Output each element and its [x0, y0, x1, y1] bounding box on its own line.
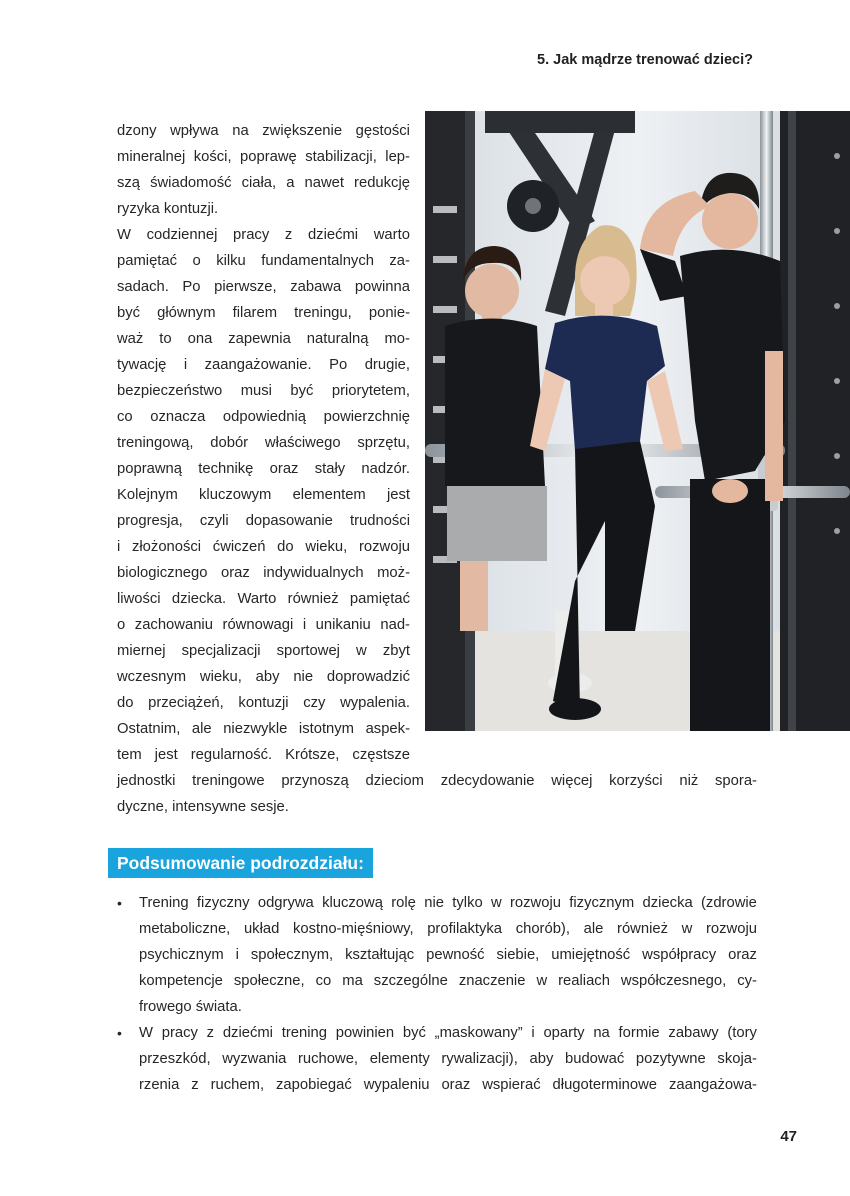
- word: niezwykle: [223, 721, 288, 737]
- word: realiach: [558, 973, 610, 989]
- word: „maskowany”: [434, 1025, 523, 1041]
- word: tywację: [117, 357, 167, 373]
- word: mo-: [384, 331, 410, 347]
- word: kształtując: [345, 947, 415, 963]
- word: zabawa: [290, 279, 342, 295]
- word: rzenia: [139, 1077, 180, 1093]
- word: zaangażowa-: [668, 1077, 757, 1093]
- word: również: [287, 591, 339, 607]
- word: pamiętać: [349, 591, 410, 607]
- word: układ: [243, 921, 280, 937]
- word: formie: [618, 1025, 660, 1041]
- word: powierzchnię: [323, 409, 410, 425]
- word: oznacza: [150, 409, 206, 425]
- word: ale: [191, 721, 212, 737]
- word: fundamentalnych: [261, 253, 374, 269]
- word: zwiększenie: [262, 123, 343, 139]
- word: o: [192, 253, 201, 269]
- text-line-content: ryzyka kontuzji.: [117, 201, 219, 217]
- word: zbyt: [382, 643, 410, 659]
- word: odgrywa: [257, 895, 314, 911]
- word: rozwoju: [705, 921, 757, 937]
- word: złożoności: [132, 539, 202, 555]
- text-line: [117, 560, 410, 586]
- word: chorób),: [515, 921, 570, 937]
- word: zaangażowanie.: [204, 357, 312, 373]
- word: pamiętać: [117, 253, 178, 269]
- word: na: [593, 1025, 610, 1041]
- text-line: [117, 248, 410, 274]
- word: czyli: [199, 513, 229, 529]
- word: przynoszą: [281, 773, 349, 789]
- word: w: [356, 643, 367, 659]
- text-line: [117, 456, 410, 482]
- word: fizyczny: [196, 895, 250, 911]
- word: nawet: [304, 175, 344, 191]
- word: mineralnej: [117, 149, 186, 165]
- word: ciała,: [241, 175, 277, 191]
- word: budować: [564, 1051, 625, 1067]
- word: Warto: [237, 591, 277, 607]
- word: jest: [154, 747, 178, 763]
- word: Po: [182, 279, 201, 295]
- word: umiejętność: [551, 947, 631, 963]
- word: wieku,: [199, 669, 242, 685]
- text-line: [139, 890, 757, 916]
- word: kompetencje: [139, 973, 223, 989]
- word: zabawy: [668, 1025, 719, 1041]
- word: naturalną: [306, 331, 369, 347]
- word: zapewnia: [228, 331, 291, 347]
- word: pewność: [426, 947, 485, 963]
- body-paragraph: [117, 118, 757, 820]
- word: treningowe: [192, 773, 265, 789]
- word: elementem: [292, 487, 366, 503]
- word: fizycznym: [569, 895, 635, 911]
- word: to: [159, 331, 172, 347]
- word: dopasowanie: [245, 513, 333, 529]
- text-line: [117, 794, 757, 820]
- word: współpracy: [642, 947, 717, 963]
- word: dziecka: [642, 895, 693, 911]
- text-line: [117, 638, 410, 664]
- text-line: [117, 664, 410, 690]
- word: metaboliczne,: [139, 921, 231, 937]
- text-line: [117, 378, 410, 404]
- word: o: [117, 617, 126, 633]
- word: a: [286, 175, 295, 191]
- word: priorytetem,: [331, 383, 410, 399]
- text-line: [117, 768, 757, 794]
- word: poprawę: [240, 149, 297, 165]
- word: skoja-: [717, 1051, 757, 1067]
- word: musi: [240, 383, 272, 399]
- word: nie: [293, 669, 314, 685]
- word: na: [232, 123, 249, 139]
- word: pracy: [161, 1025, 198, 1041]
- text-line: [139, 1020, 757, 1046]
- text-line: [139, 1046, 757, 1072]
- text-line: [117, 508, 410, 534]
- word: dziecka.: [171, 591, 227, 607]
- word: kluczową: [322, 895, 383, 911]
- text-line: [117, 586, 410, 612]
- text-line-content: dyczne, intensywne sesje.: [117, 799, 289, 815]
- word: trudności: [349, 513, 410, 529]
- word: z: [191, 1077, 199, 1093]
- word: do: [277, 539, 294, 555]
- word: rozwoju: [509, 895, 561, 911]
- word: świadomość: [150, 175, 232, 191]
- word: wieku,: [305, 539, 348, 555]
- word: unikaniu: [315, 617, 371, 633]
- word: z: [284, 227, 293, 243]
- text-line: [139, 994, 757, 1020]
- word: dziećmi: [222, 1025, 273, 1041]
- text-line: [117, 482, 410, 508]
- word: również: [617, 921, 669, 937]
- word: tylko: [452, 895, 483, 911]
- word: powinna: [354, 279, 410, 295]
- word: kontuzji: [238, 695, 289, 711]
- word: profilaktyka: [427, 921, 503, 937]
- word: treningu,: [294, 305, 352, 321]
- word: gęstości: [355, 123, 410, 139]
- text-line: [117, 196, 757, 222]
- word: w: [681, 921, 693, 937]
- word: czy: [303, 695, 326, 711]
- word: niż: [679, 773, 699, 789]
- word: ma: [342, 973, 363, 989]
- word: kostno-mięśniowy,: [292, 921, 414, 937]
- word: wyzwania: [222, 1051, 287, 1067]
- word: nadzór.: [361, 461, 410, 477]
- word: rywalizacji),: [441, 1051, 518, 1067]
- word: sadach.: [117, 279, 169, 295]
- text-line: [117, 222, 410, 248]
- word: i: [117, 539, 121, 555]
- word: technikę: [198, 461, 254, 477]
- word: lep-: [385, 149, 410, 165]
- word: ale: [583, 921, 604, 937]
- word: głównym: [157, 305, 216, 321]
- word: i: [531, 1025, 535, 1041]
- word: psychicznym: [139, 947, 224, 963]
- word: elementy: [369, 1051, 430, 1067]
- word: W: [139, 1025, 153, 1041]
- word: (tory: [727, 1025, 757, 1041]
- text-line: [117, 170, 410, 196]
- text-line: [117, 742, 410, 768]
- text-line: [117, 352, 410, 378]
- word: częstsze: [352, 747, 410, 763]
- word: Ostatnim,: [117, 721, 181, 737]
- word: treningową,: [117, 435, 194, 451]
- word: i: [183, 357, 188, 373]
- word: za-: [389, 253, 410, 269]
- word: i: [235, 947, 239, 963]
- word: Po: [329, 357, 348, 373]
- word: ona: [187, 331, 213, 347]
- word: długoterminowe: [552, 1077, 658, 1093]
- word: kości,: [193, 149, 232, 165]
- word: cy-: [737, 973, 757, 989]
- word: codziennej: [146, 227, 218, 243]
- word: przeszkód,: [139, 1051, 211, 1067]
- word: przeciążeń,: [148, 695, 224, 711]
- word: aspek-: [365, 721, 410, 737]
- text-line: [117, 430, 410, 456]
- word: waż: [117, 331, 144, 347]
- word: aby: [529, 1051, 554, 1067]
- word: w: [491, 895, 502, 911]
- word: właściwego: [264, 435, 341, 451]
- word: wypalenia.: [340, 695, 410, 711]
- text-line: [139, 916, 757, 942]
- word: jednostki: [117, 773, 176, 789]
- word: sportowej: [276, 643, 340, 659]
- word: Trening: [139, 895, 189, 911]
- word: doprowadzić: [326, 669, 410, 685]
- word: dzony: [117, 123, 157, 139]
- word: siebie,: [496, 947, 540, 963]
- word: warto: [373, 227, 410, 243]
- word: odpowiednią: [222, 409, 307, 425]
- word: bezpieczeństwo: [117, 383, 223, 399]
- text-line: [117, 144, 410, 170]
- word: specjalizacji: [181, 643, 261, 659]
- bullet-icon: •: [117, 1025, 122, 1041]
- word: liwości: [117, 591, 161, 607]
- word: filarem: [232, 305, 278, 321]
- word: moż-: [377, 565, 410, 581]
- word: kluczowym: [199, 487, 272, 503]
- word: szczególne: [373, 973, 448, 989]
- word: oparty: [543, 1025, 585, 1041]
- word: społeczne,: [233, 973, 305, 989]
- word: co: [117, 409, 133, 425]
- word: szą: [117, 175, 141, 191]
- word: progresja,: [117, 513, 183, 529]
- word: w: [536, 973, 548, 989]
- text-line: [139, 942, 757, 968]
- word: oraz: [220, 565, 250, 581]
- word: pierwsze,: [214, 279, 277, 295]
- word: oraz: [269, 461, 299, 477]
- text-line: [117, 300, 410, 326]
- word: nad-: [380, 617, 410, 633]
- word: powinien: [335, 1025, 395, 1041]
- word: dobór: [210, 435, 249, 451]
- word: z: [206, 1025, 215, 1041]
- text-line: [139, 1072, 757, 1098]
- word: ruchem,: [210, 1077, 265, 1093]
- text-line: [139, 968, 757, 994]
- summary-bullet-item: [117, 890, 757, 1020]
- word: spora-: [715, 773, 757, 789]
- word: zachowaniu: [134, 617, 213, 633]
- word: nie: [424, 895, 444, 911]
- word: co: [315, 973, 332, 989]
- word: być: [290, 383, 314, 399]
- word: drugie,: [364, 357, 410, 373]
- word: sprzętu,: [357, 435, 410, 451]
- word: wypaleniu: [363, 1077, 430, 1093]
- word: regularność.: [190, 747, 273, 763]
- word: stały: [314, 461, 346, 477]
- word: społecznym,: [250, 947, 334, 963]
- text-line: [117, 716, 410, 742]
- text-line: [117, 274, 410, 300]
- word: kilku: [216, 253, 246, 269]
- word: pozytywne: [635, 1051, 706, 1067]
- text-line: [117, 612, 410, 638]
- word: Kolejnym: [117, 487, 178, 503]
- text-line: [117, 326, 410, 352]
- running-header: 5. Jak mądrze trenować dzieci?: [537, 52, 753, 68]
- bullet-icon: •: [117, 895, 122, 911]
- word: tem: [117, 747, 142, 763]
- word: indywidualnych: [263, 565, 364, 581]
- word: być: [402, 1025, 426, 1041]
- word: współczesnego,: [620, 973, 727, 989]
- word: zapobiegać: [276, 1077, 352, 1093]
- word: oraz: [441, 1077, 471, 1093]
- word: oraz: [728, 947, 757, 963]
- text-line-content: frowego świata.: [139, 999, 242, 1015]
- summary-bullet-list: [117, 890, 757, 1098]
- word: znaczenie: [458, 973, 526, 989]
- word: wczesnym: [117, 669, 187, 685]
- word: dzieciom: [365, 773, 424, 789]
- word: trening: [281, 1025, 327, 1041]
- word: równowagi: [222, 617, 294, 633]
- word: stabilizacji,: [305, 149, 377, 165]
- word: zdecydowanie: [440, 773, 535, 789]
- page-number: 47: [780, 1128, 797, 1145]
- word: Krótsze,: [285, 747, 340, 763]
- word: dziećmi: [307, 227, 359, 243]
- word: ruchowe,: [298, 1051, 359, 1067]
- word: ponie-: [368, 305, 410, 321]
- word: miernej: [117, 643, 166, 659]
- word: pracy: [233, 227, 270, 243]
- text-line: [117, 534, 410, 560]
- word: jest: [386, 487, 410, 503]
- word: korzyści: [609, 773, 663, 789]
- word: W: [117, 227, 131, 243]
- word: więcej: [551, 773, 593, 789]
- word: aby: [255, 669, 280, 685]
- word: wpływa: [170, 123, 219, 139]
- word: rolę: [391, 895, 416, 911]
- text-line: [117, 404, 410, 430]
- word: być: [117, 305, 141, 321]
- word: istotnym: [298, 721, 355, 737]
- word: (zdrowie: [701, 895, 757, 911]
- word: wspierać: [482, 1077, 541, 1093]
- word: biologicznego: [117, 565, 208, 581]
- word: i: [302, 617, 307, 633]
- word: redukcję: [354, 175, 410, 191]
- summary-heading: Podsumowanie podrozdziału:: [108, 848, 373, 878]
- text-line: [117, 690, 410, 716]
- word: ćwiczeń: [212, 539, 266, 555]
- summary-bullet-item: [117, 1020, 757, 1098]
- word: poprawną: [117, 461, 182, 477]
- word: do: [117, 695, 134, 711]
- word: rozwoju: [358, 539, 410, 555]
- text-line: [117, 118, 410, 144]
